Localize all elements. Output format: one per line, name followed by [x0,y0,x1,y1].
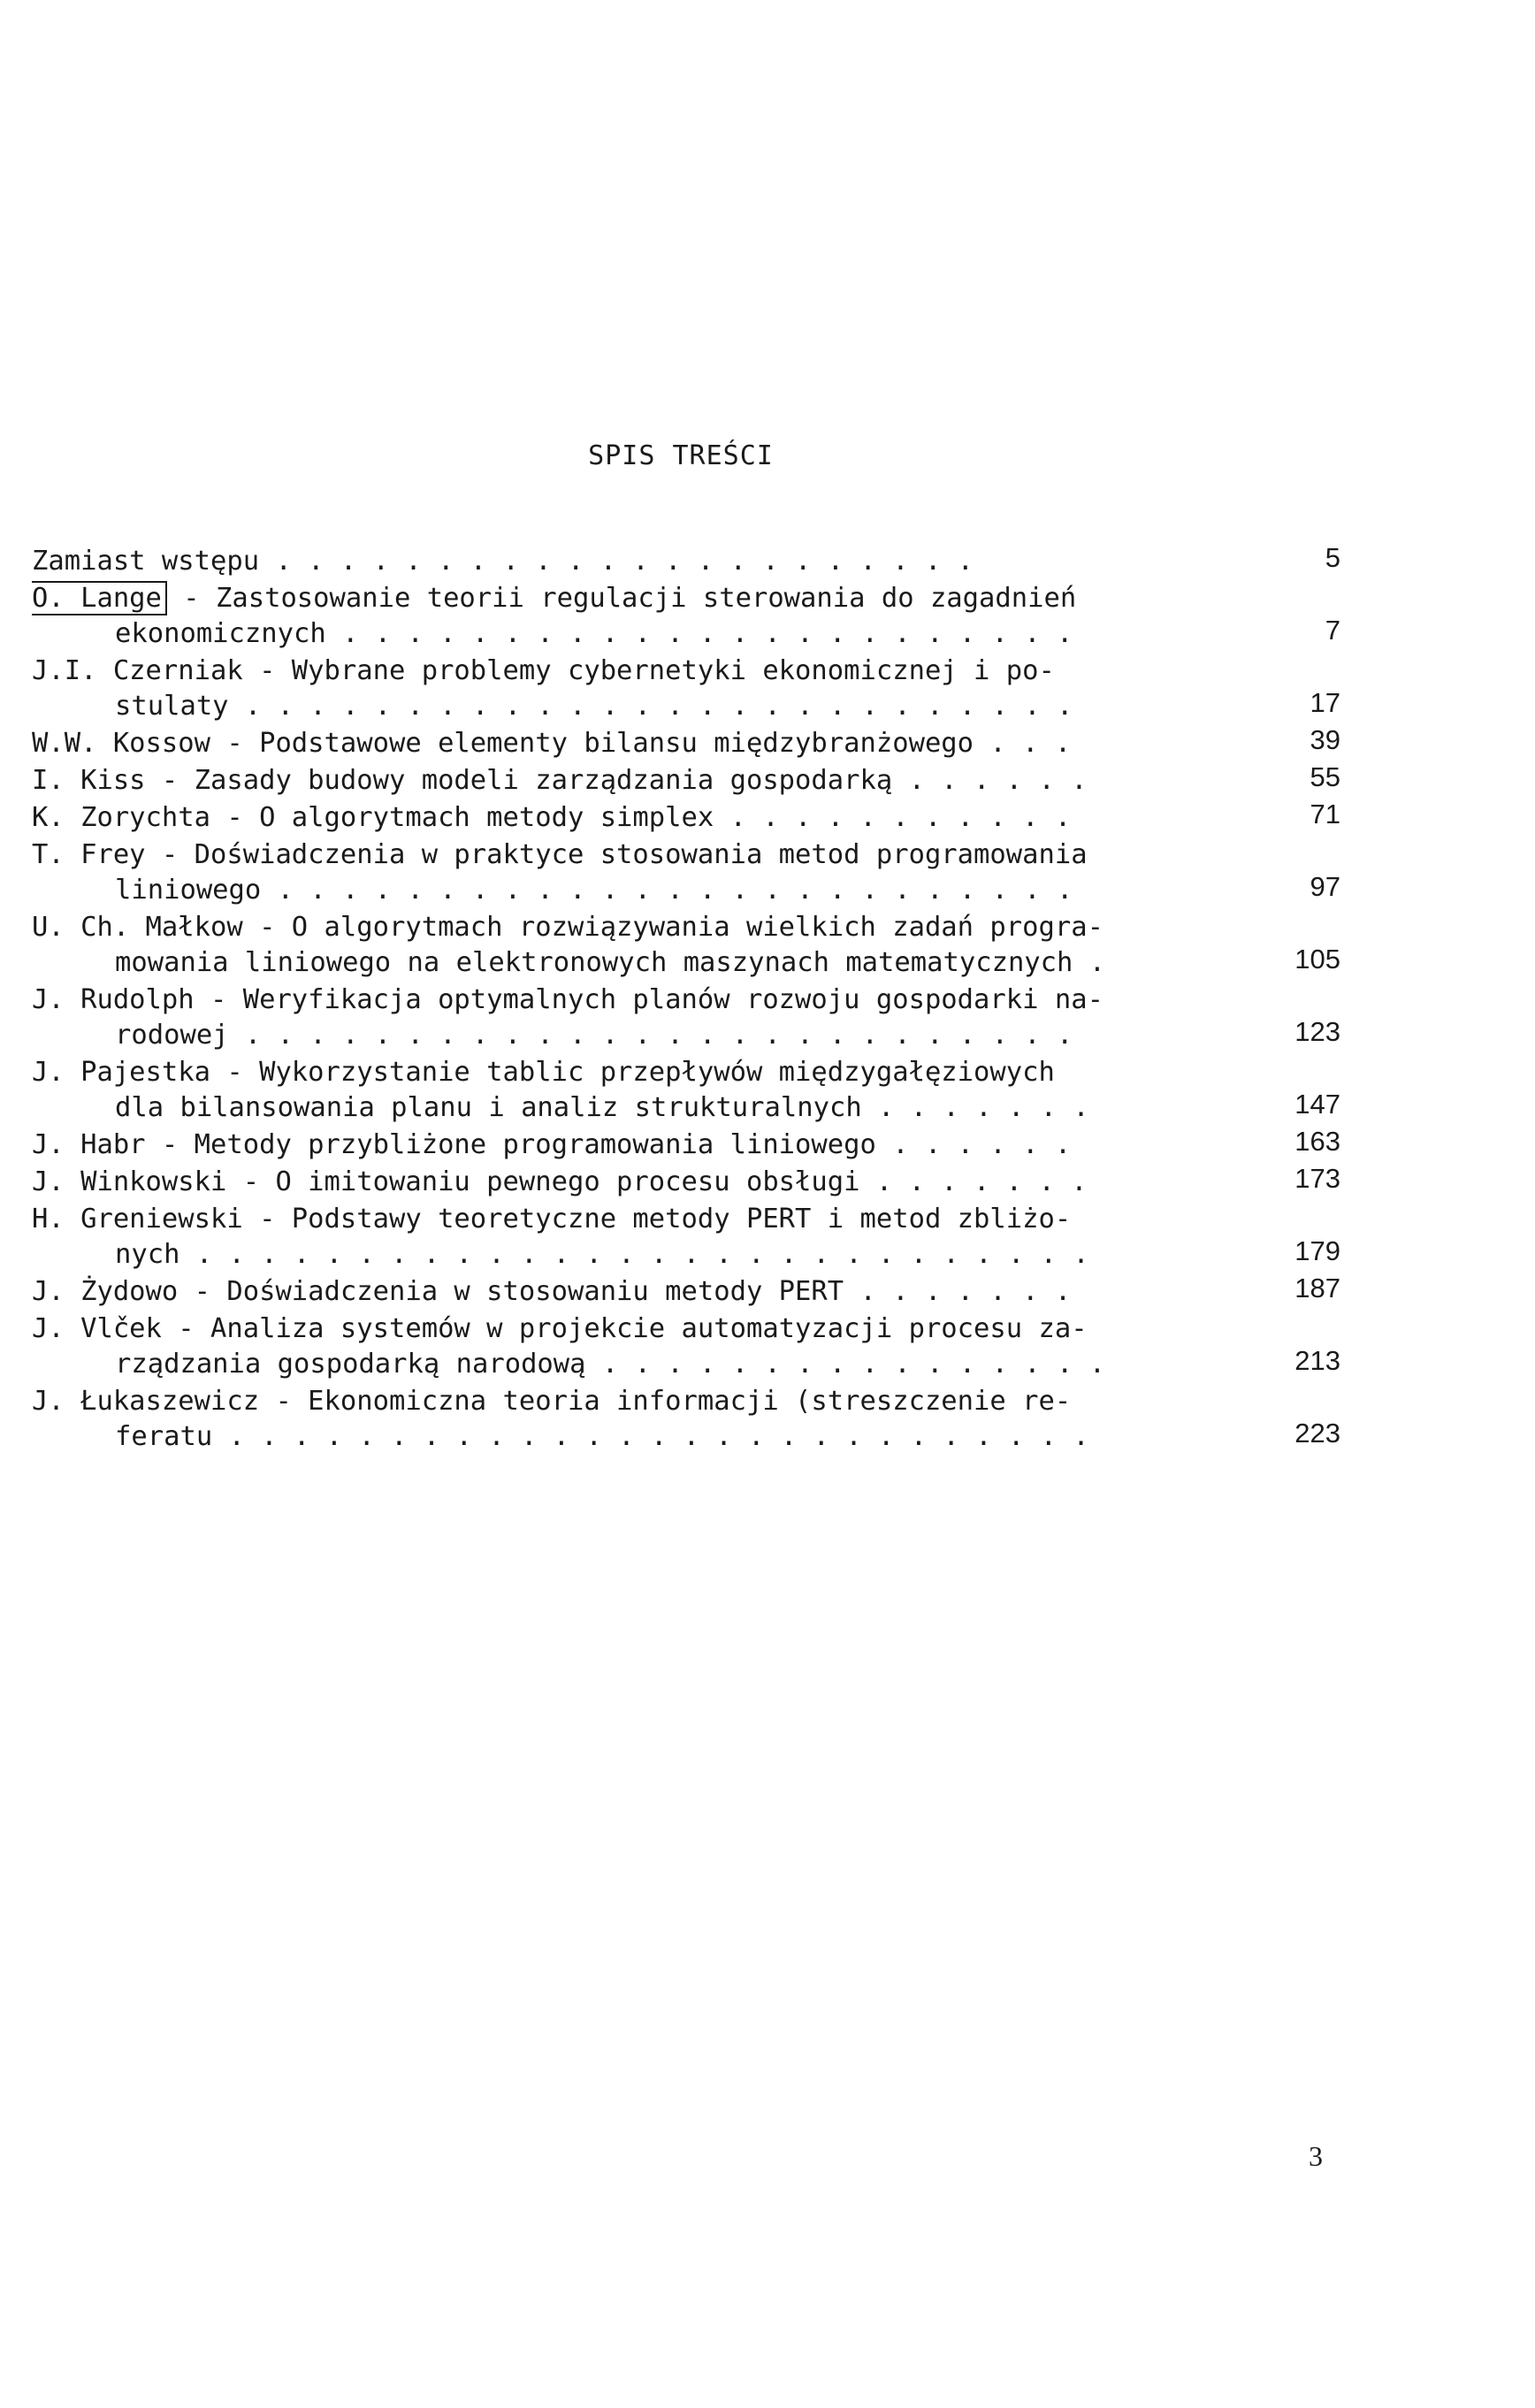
toc-entry-page: 179 [1294,1235,1340,1266]
toc-entry-continuation: nych . . . . . . . . . . . . . . . . . . . . . . . . . . . . [115,1239,1089,1270]
toc-entry-continuation: rządzania gospodarką narodową . . . . . . . . . . . . . . . . [115,1349,1106,1380]
toc-entry-continuation: liniowego . . . . . . . . . . . . . . . . . . . . . . . . . [115,875,1073,906]
toc-entry-title: H. Greniewski - Podstawy teoretyczne metody PERT i metod zbliżo- [32,1204,1072,1235]
toc-entry [32,837,1340,908]
toc-entry [32,763,1340,799]
toc-entry-continuation: mowania liniowego na elektronowych maszynach matematycznych . [115,947,1106,978]
toc-entry-title: K. Zorychta - O algorytmach metody simplex . . . . . . . . . . . [32,802,1072,833]
toc-entry-page: 71 [1310,799,1340,829]
toc-entry-page: 147 [1294,1089,1340,1120]
page-title: SPIS TREŚCI [588,440,774,471]
toc-entry-page: 105 [1294,944,1340,975]
toc-entry [32,982,1340,1053]
toc-entry-page: 97 [1310,871,1340,902]
toc-entry [32,654,1340,724]
toc-entry [32,1055,1340,1126]
toc-entry [32,1202,1340,1273]
toc-entry-title: T. Frey - Doświadczenia w praktyce stosowania metod programowania [32,839,1088,870]
toc-entry [32,581,1340,652]
toc-entry-page: 213 [1294,1345,1340,1376]
toc-entry [32,1274,1340,1310]
page-number: 3 [1309,2140,1323,2172]
toc-entry [32,800,1340,836]
toc-entry-title: J. Pajestka - Wykorzystanie tablic przepływów międzygałęziowych [32,1057,1055,1088]
toc-entry-title: O. Lange - Zastosowanie teorii regulacji sterowania do zagadnień [32,581,1279,616]
toc-entry-title: J. Habr - Metody przybliżone programowania liniowego . . . . . . [32,1129,1072,1160]
table-of-contents [32,544,1340,1456]
toc-entry-continuation: feratu . . . . . . . . . . . . . . . . . . . . . . . . . . . [115,1421,1089,1452]
toc-entry-continuation: dla bilansowania planu i analiz strukturalnych . . . . . . . [115,1092,1089,1123]
toc-entry-page: 223 [1294,1418,1340,1449]
toc-entry [32,1311,1340,1382]
toc-entry-title: J.I. Czerniak - Wybrane problemy cybernetyki ekonomicznej i po- [32,655,1055,686]
toc-entry-title: I. Kiss - Zasady budowy modeli zarządzania gospodarką . . . . . . [32,765,1088,796]
toc-entry-title: Zamiast wstępu . . . . . . . . . . . . . . . . . . . . . . [32,546,974,577]
toc-entry-title: J. Żydowo - Doświadczenia w stosowaniu metody PERT . . . . . . . [32,1276,1072,1307]
toc-entry-page: 123 [1294,1016,1340,1047]
toc-entry [32,910,1340,981]
toc-entry-title: J. Vlček - Analiza systemów w projekcie automatyzacji procesu za- [32,1313,1088,1344]
toc-entry [32,1165,1340,1200]
toc-entry-continuation: rodowej . . . . . . . . . . . . . . . . . . . . . . . . . . [115,1020,1073,1051]
toc-entry-continuation: ekonomicznych . . . . . . . . . . . . . . . . . . . . . . . [115,618,1073,649]
toc-entry-title: U. Ch. Małkow - O algorytmach rozwiązywania wielkich zadań progra- [32,912,1104,943]
toc-entry-title: W.W. Kossow - Podstawowe elementy bilansu międzybranżowego . . . [32,728,1072,759]
toc-entry [32,1128,1340,1163]
toc-entry-page: 55 [1310,761,1340,792]
toc-entry-page: 187 [1294,1273,1340,1303]
toc-entry-page: 163 [1294,1126,1340,1157]
toc-entry-title: J. Rudolph - Weryfikacja optymalnych planów rozwoju gospodarki na- [32,984,1104,1015]
toc-entry-title: J. Winkowski - O imitowaniu pewnego procesu obsługi . . . . . . . [32,1166,1088,1197]
toc-entry [32,544,1340,579]
boxed-author: O. Lange [32,581,167,615]
toc-entry-page: 173 [1294,1163,1340,1194]
toc-entry-page: 7 [1325,615,1340,646]
toc-entry-page: 17 [1310,687,1340,718]
toc-entry-page: 39 [1310,724,1340,755]
toc-entry-continuation: stulaty . . . . . . . . . . . . . . . . . . . . . . . . . . [115,691,1073,722]
toc-entry [32,726,1340,761]
toc-entry-page: 5 [1325,542,1340,573]
toc-entry [32,1384,1340,1455]
toc-entry-title: J. Łukaszewicz - Ekonomiczna teoria informacji (streszczenie re- [32,1386,1072,1417]
